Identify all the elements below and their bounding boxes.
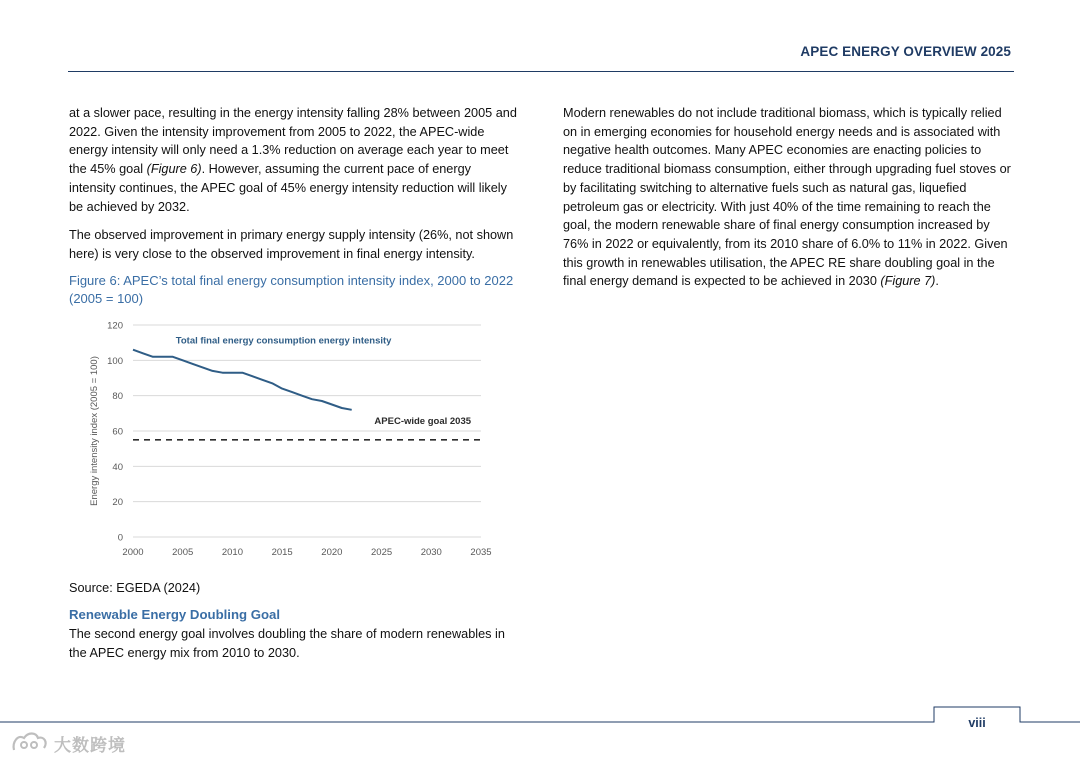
y-tick-label: 0 — [117, 532, 123, 544]
x-tick-label: 2025 — [371, 546, 393, 558]
paragraph-text: Modern renewables do not include traditional biomass, which is typically relied on in emerging economies for household energy needs and is associated with negative health outcomes. Many APEC economies are enacting policies to reduce traditional biomass consumption, either through upgrading fuel stoves or by facilitating switching to alternative fuels such as natural gas, liquefied petroleum gas or electricity. With just 40% of the time remaining to reach the goal, the modern renewable share of final energy consumption increased by 76% in 2022 or equivalently, from its 2010 share of 6.0% to 11% in 2022. Given this growth in renewables utilisation, the APEC RE share doubling goal in the final energy demand is expected to be achieved in 2030 — [563, 106, 1011, 289]
line-chart — [85, 317, 525, 562]
body-paragraph-1 — [69, 104, 517, 216]
figure-source: Source: EGEDA (2024) — [69, 580, 201, 595]
figure-caption: Figure 6: APEC’s total final energy consumption intensity index, 2000 to 2022 (2005 = 100) — [69, 272, 514, 307]
figure-6-chart — [85, 317, 525, 562]
header-divider — [68, 71, 1014, 72]
x-tick-label: 2015 — [271, 546, 293, 558]
x-tick-label: 2000 — [122, 546, 144, 558]
intensity-series-line — [133, 349, 352, 409]
paragraph-text: . However, assuming the current pace of energy intensity continues, the APEC goal of 45% energy intensity reduction will likely be achieved by 2032. — [69, 162, 507, 214]
x-tick-label: 2035 — [470, 546, 492, 558]
right-column — [563, 104, 1013, 291]
section-heading: Renewable Energy Doubling Goal — [69, 607, 281, 623]
y-tick-label: 120 — [107, 320, 123, 332]
x-tick-label: 2020 — [321, 546, 343, 558]
watermark-logo-icon — [10, 730, 50, 756]
y-tick-label: 40 — [112, 461, 123, 473]
y-tick-label: 80 — [112, 390, 123, 402]
paragraph-text: at a slower pace, resulting in the energy intensity falling 28% between 2005 and 2022. Given the intensity improvement from 2005 to 2022, the APEC-wide energy intensity will only need a 1.3% reduction on average each year to meet the 45% goal — [69, 106, 517, 177]
y-axis-label: Energy intensity index (2005 = 100) — [89, 355, 100, 506]
left-column — [69, 104, 517, 662]
section-paragraph: The second energy goal involves doubling the share of modern renewables in the APEC energy mix from 2010 to 2030. — [69, 627, 505, 660]
series-annotation: Total final energy consumption energy intensity — [175, 335, 392, 347]
figure-reference: (Figure 6) — [146, 162, 202, 177]
running-header: APEC ENERGY OVERVIEW 2025 — [800, 44, 1011, 59]
paragraph-text: . — [935, 274, 939, 289]
goal-annotation: APEC-wide goal 2035 — [374, 415, 472, 427]
figure-reference: (Figure 7) — [880, 274, 936, 289]
y-tick-label: 100 — [107, 355, 123, 367]
x-tick-label: 2010 — [221, 546, 243, 558]
page-number: viii — [968, 716, 986, 730]
body-paragraph-right — [563, 104, 1013, 291]
y-tick-label: 20 — [112, 496, 123, 508]
y-tick-label: 60 — [112, 426, 123, 438]
body-paragraph-2: The observed improvement in primary energy supply intensity (26%, not shown here) is very close to the observed improvement in final energy intensity. — [69, 228, 514, 261]
watermark — [10, 730, 126, 756]
x-tick-label: 2005 — [172, 546, 194, 558]
watermark-text: 大数跨境 — [54, 735, 126, 755]
x-tick-label: 2030 — [420, 546, 442, 558]
